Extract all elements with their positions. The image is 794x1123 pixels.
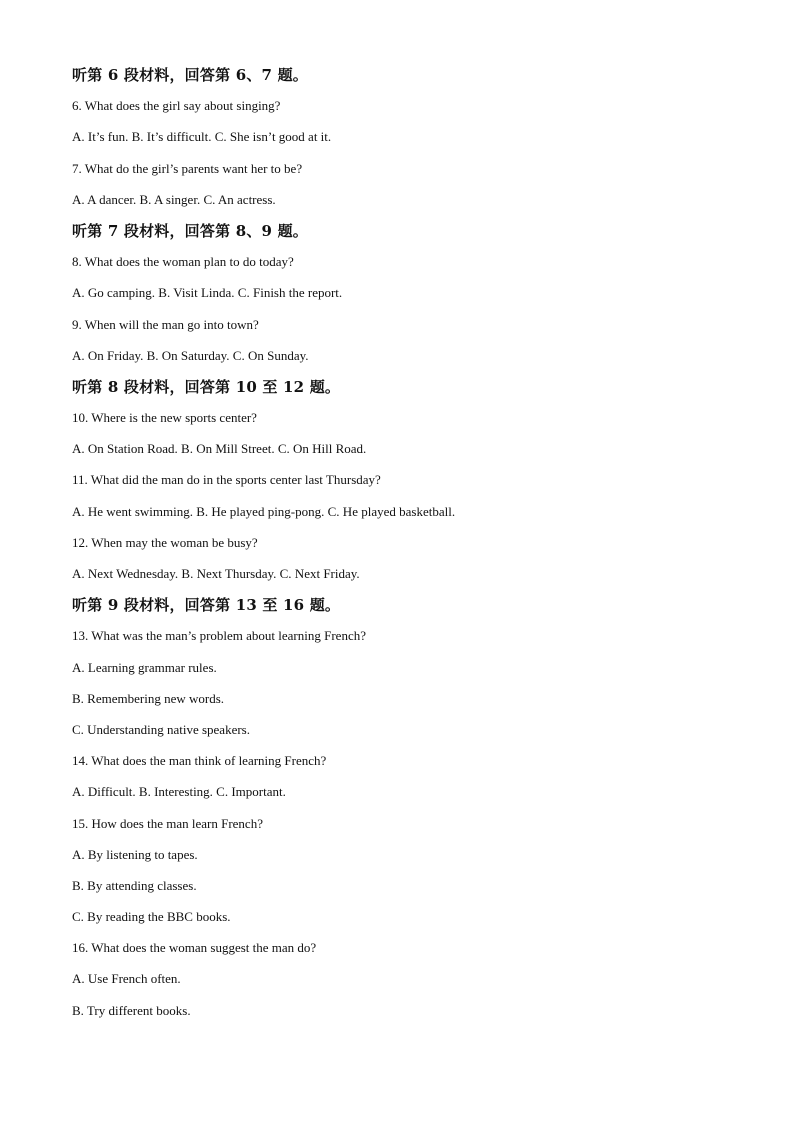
question-line: 15. How does the man learn French?	[72, 815, 263, 831]
question-line: 10. Where is the new sports center?	[72, 410, 257, 426]
options-line: A. Difficult. B. Interesting. C. Important.	[72, 784, 286, 800]
document-page	[72, 64, 732, 1031]
question-line: 7. What do the girl’s parents want her to be?	[72, 160, 303, 176]
option-line: B. Try different books.	[72, 1002, 191, 1018]
options-line: A. He went swimming. B. He played ping-pong. C. He played basketball.	[72, 503, 456, 519]
section-heading: 听第 6 段材料，回答第 6、7 题。	[72, 66, 309, 84]
option-line: B. Remembering new words.	[72, 690, 225, 706]
section-heading: 听第 8 段材料，回答第 10 至 12 题。	[72, 377, 341, 396]
options-line: A. A dancer. B. A singer. C. An actress.	[72, 191, 276, 207]
option-line: C. By reading the BBC books.	[72, 909, 231, 925]
question-line: 8. What does the woman plan to do today?	[72, 254, 294, 270]
option-line: A. Use French often.	[72, 971, 181, 987]
question-line: 6. What does the girl say about singing?	[72, 98, 281, 114]
options-line: A. Next Wednesday. B. Next Thursday. C. Next Friday.	[72, 566, 360, 581]
section-7	[72, 220, 732, 376]
question-line: 16. What does the woman suggest the man do?	[72, 940, 317, 956]
options-line: A. On Friday. B. On Saturday. C. On Sunday.	[72, 347, 309, 363]
option-line: A. By listening to tapes.	[72, 846, 198, 862]
option-line: B. By attending classes.	[72, 877, 197, 893]
option-line: A. Learning grammar rules.	[72, 659, 217, 675]
section-9	[72, 594, 732, 1031]
question-line: 12. When may the woman be busy?	[72, 534, 258, 550]
options-line: A. On Station Road. B. On Mill Street. C. On Hill Road.	[72, 441, 367, 457]
options-line: A. Go camping. B. Visit Linda. C. Finish the report.	[72, 285, 343, 301]
question-line: 13. What was the man’s problem about learning French?	[72, 628, 366, 644]
question-line: 14. What does the man think of learning French?	[72, 753, 327, 769]
section-6	[72, 64, 732, 220]
options-line: A. It’s fun. B. It’s difficult. C. She isn’t good at it.	[72, 129, 332, 145]
question-line: 11. What did the man do in the sports center last Thursday?	[72, 472, 381, 488]
section-heading: 听第 9 段材料，回答第 13 至 16 题。	[72, 596, 341, 615]
section-8	[72, 376, 732, 594]
question-line: 9. When will the man go into town?	[72, 316, 259, 332]
section-heading: 听第 7 段材料，回答第 8、9 题。	[72, 221, 309, 240]
option-line: C. Understanding native speakers.	[72, 721, 250, 737]
